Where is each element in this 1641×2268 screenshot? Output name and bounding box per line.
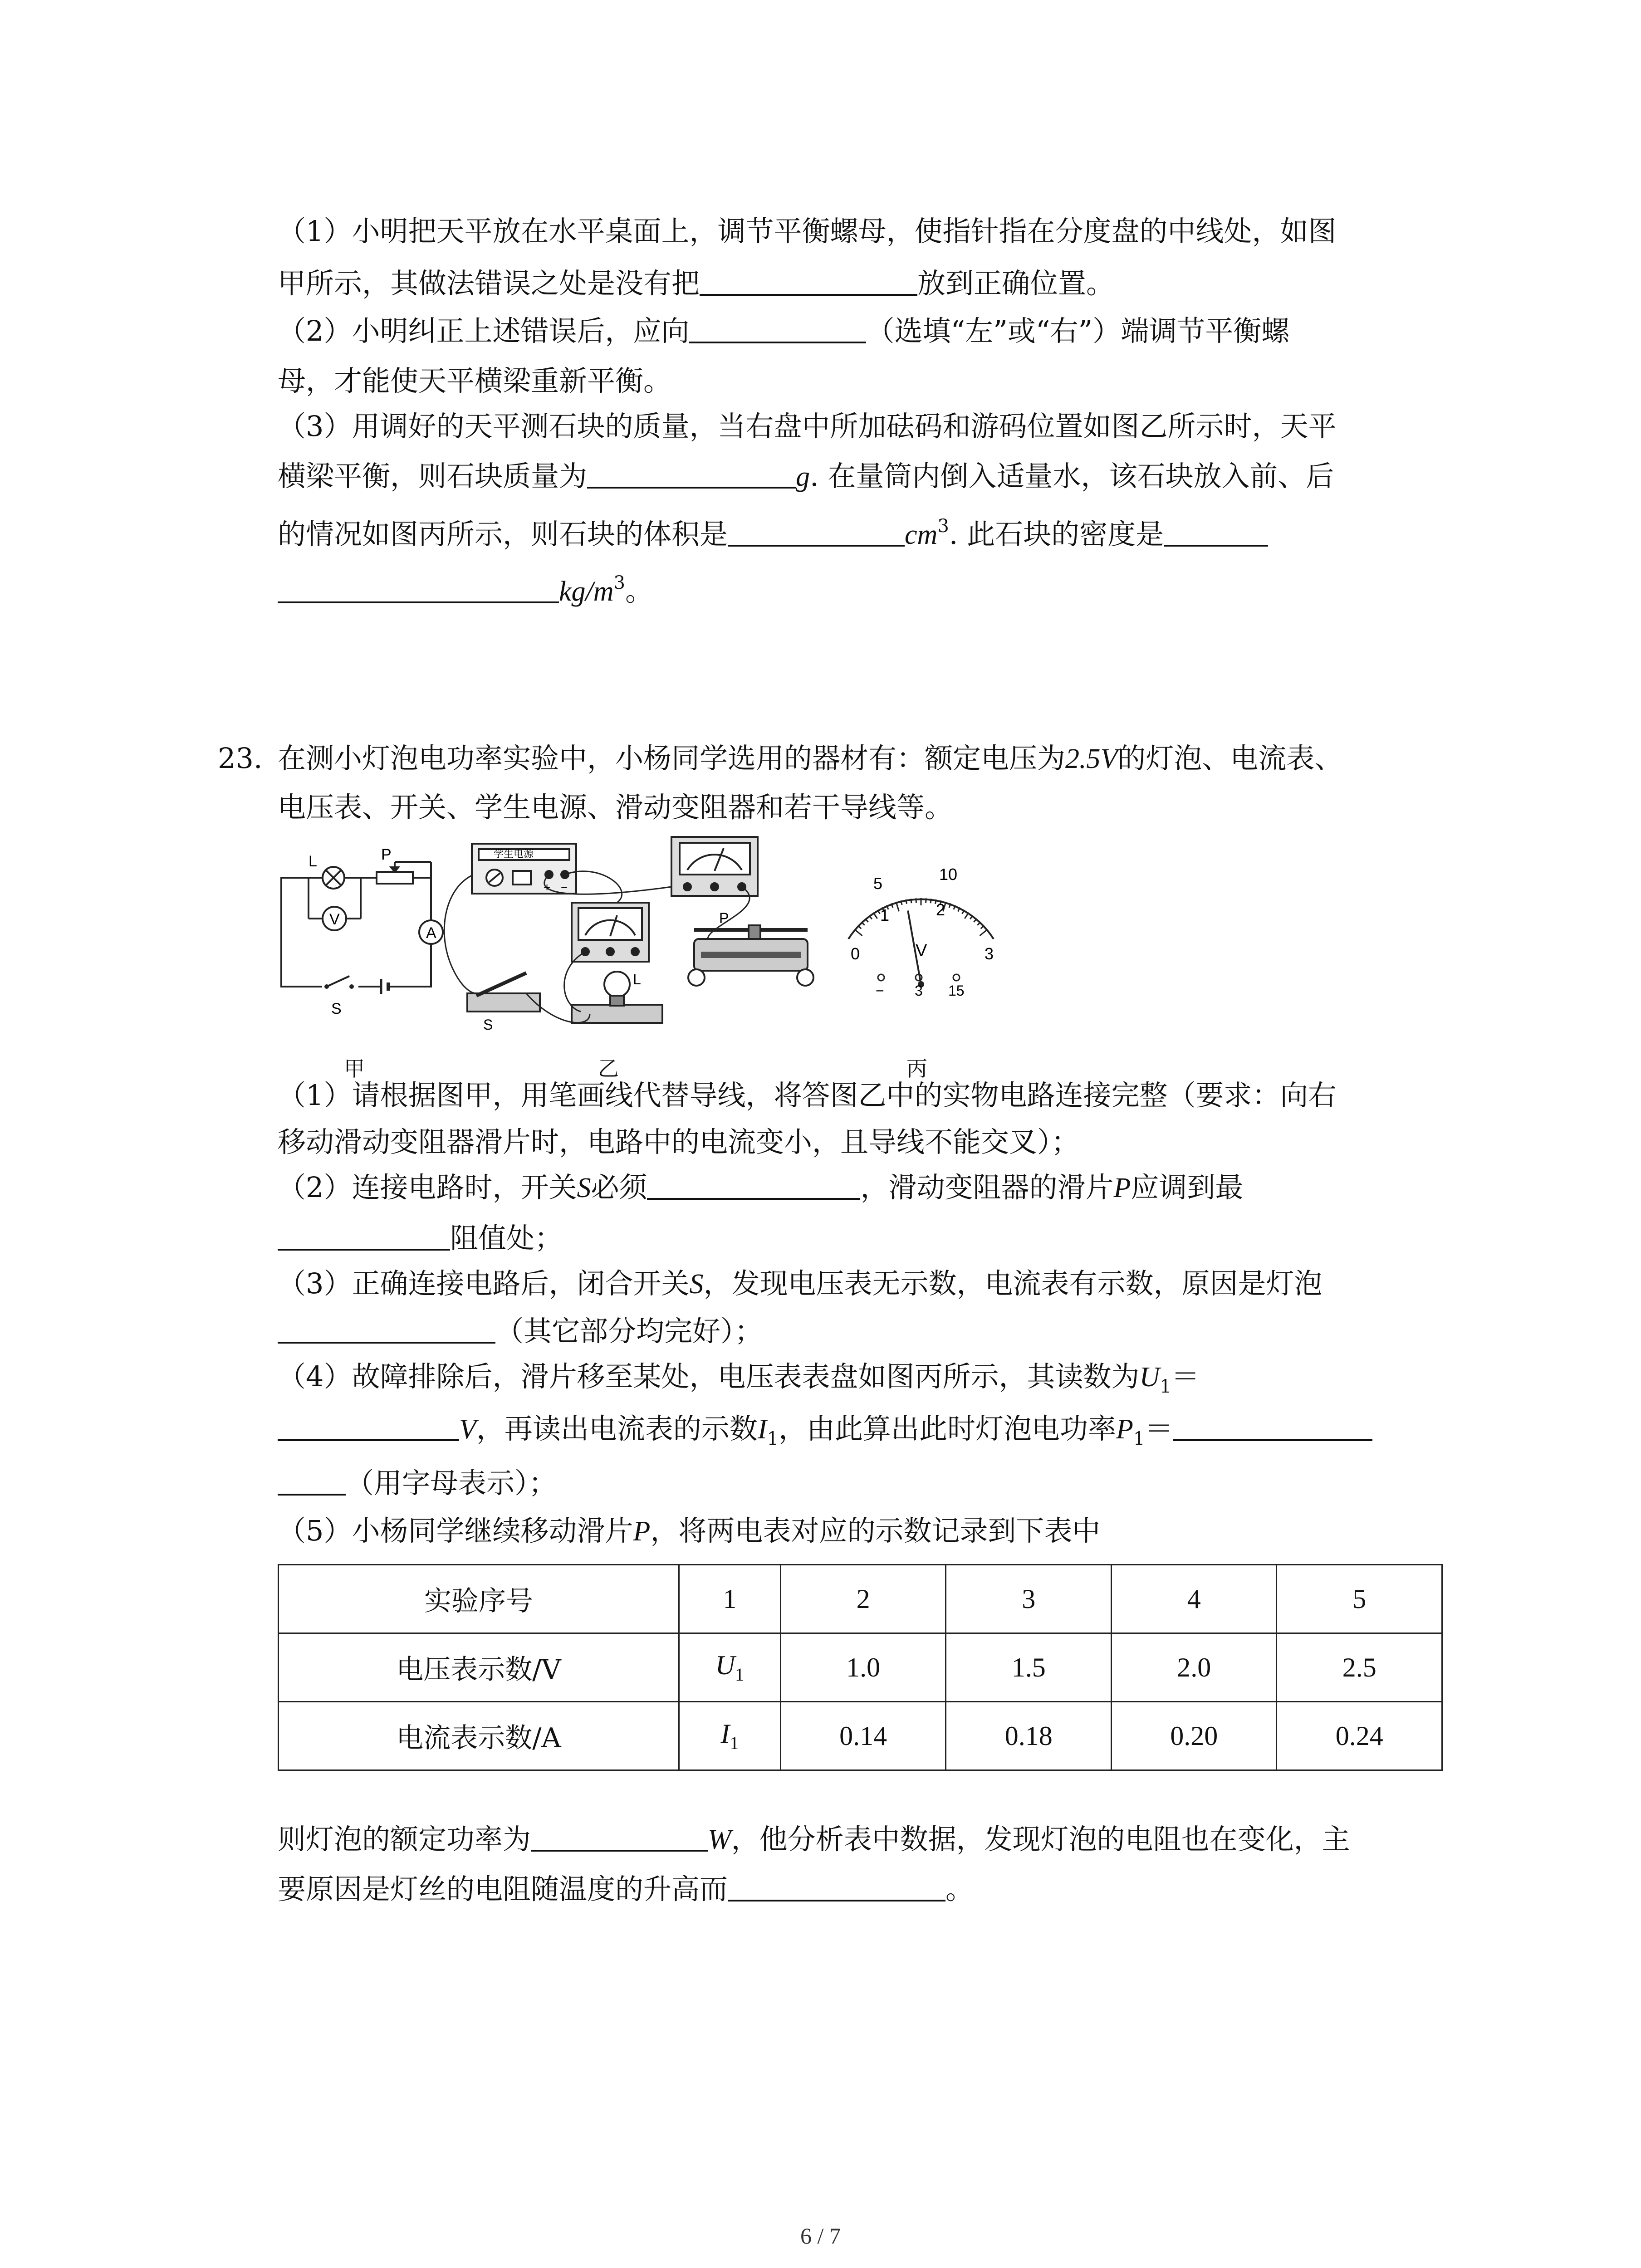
table-cell: 2.5 (1277, 1633, 1442, 1702)
figure-label-jia: 甲 (344, 1056, 365, 1081)
page-number: 6 / 7 (800, 2223, 841, 2248)
table-cell: 2.0 (1111, 1633, 1277, 1702)
q23-part4-line2: V，再读出电流表的示数$I_1$，由此算出此时灯泡电功率$P_1=$ (278, 1411, 1372, 1457)
table-cell: 2 (780, 1565, 946, 1633)
q22-part1-line2: 甲所示，其做法错误之处是没有把 放到正确位置。 (278, 267, 1115, 300)
q23-part4-line1: （4）故障排除后，滑片移至某处，电压表表盘如图丙所示，其读数为$U_1=$ (278, 1360, 1200, 1397)
answer-blank[interactable] (587, 459, 796, 489)
table-cell: 0.20 (1111, 1702, 1277, 1770)
dial-outer-tick-10: 10 (939, 865, 958, 884)
q23-intro-line1: 在测小灯泡电功率实验中，小杨同学选用的器材有：额定电压为2.5V的灯泡、电流表、 (278, 742, 1343, 775)
rheostat-symbol (377, 872, 413, 884)
q23-intro-line2: 电压表、开关、学生电源、滑动变阻器和若干导线等。 (278, 791, 953, 824)
answer-blank[interactable] (700, 267, 917, 296)
table-cell: 0.24 (1277, 1702, 1442, 1770)
table-cell: 1.5 (946, 1633, 1112, 1702)
q23-part1-line2: 移动滑动变阻器滑片时，电路中的电流变小，且导线不能交叉）； (278, 1125, 1080, 1158)
answer-blank[interactable] (728, 518, 905, 547)
dial-inner-tick-2: 2 (936, 900, 945, 919)
table-row (279, 1565, 1442, 1633)
q22-part2-line2: 母，才能使天平横梁重新平衡。 (278, 364, 672, 397)
dial-inner-tick-0: 0 (851, 944, 860, 963)
dial-tick (906, 899, 907, 904)
apparatus-illustration (444, 837, 813, 1023)
figure-group (272, 835, 1043, 1048)
table-row (279, 1633, 1442, 1702)
table-cell: 5 (1277, 1565, 1442, 1633)
lamp-L-label: L (633, 971, 641, 987)
table-cell: $U_1$ (679, 1633, 781, 1702)
q23-final-line1: 则灯泡的额定功率为 W，他分析表中数据，发现灯泡的电阻也在变化，主 (278, 1823, 1350, 1856)
table-cell: 3 (946, 1565, 1112, 1633)
label-V: V (329, 911, 340, 928)
dial-outer-tick-5: 5 (873, 874, 883, 893)
answer-blank[interactable] (278, 1412, 459, 1441)
table-cell: 1.0 (780, 1633, 946, 1702)
dial-unit: V (916, 941, 927, 960)
q22-part1-line1: （1）小明把天平放在水平桌面上，调节平衡螺母，使指针指在分度盘的中线处，如图 (278, 215, 1337, 248)
table-cell: 0.18 (946, 1702, 1112, 1770)
q23-part5-line1: （5）小杨同学继续移动滑片P，将两电表对应的示数记录到下表中 (278, 1514, 1101, 1547)
figure-label-yi: 乙 (598, 1056, 619, 1081)
dial-tick (873, 913, 877, 919)
q23-part1-line1: （1）请根据图甲，用笔画线代替导线，将答图乙中的实物电路连接完整（要求：向右 (278, 1079, 1337, 1112)
dial-inner-tick-3: 3 (985, 944, 994, 963)
answer-blank[interactable] (1164, 518, 1268, 547)
dial-inner-tick-1: 1 (880, 906, 890, 924)
table-cell: 4 (1111, 1565, 1277, 1633)
label-L: L (309, 853, 317, 870)
answer-blank[interactable] (278, 574, 559, 603)
answer-blank[interactable] (647, 1171, 860, 1200)
answer-blank[interactable] (531, 1823, 708, 1852)
q23-part3-line2: （其它部分均完好）； (278, 1313, 763, 1349)
label-A: A (426, 924, 436, 942)
table-cell: 电压表示数/V (279, 1633, 679, 1702)
data-table (278, 1564, 1443, 1771)
lamp-device (572, 1005, 662, 1023)
q22-part3-line1: （3）用调好的天平测石块的质量，当右盘中所加砝码和游码位置如图乙所示时，天平 (278, 410, 1337, 443)
table-row (279, 1702, 1442, 1770)
rheostat-P-label: P (719, 910, 729, 926)
answer-blank[interactable] (1173, 1412, 1372, 1441)
q22-part3-line4: $kg/m^3$。 (278, 565, 653, 610)
question-number: 23. (218, 742, 263, 775)
supply-label: 学生电源 (494, 848, 534, 860)
q22-part2-line1: （2）小明纠正上述错误后，应向 （选填“左”或“右”）端调节平衡螺 (278, 314, 1290, 347)
answer-blank[interactable] (689, 314, 866, 343)
table-cell: $I_1$ (679, 1702, 781, 1770)
answer-blank[interactable] (278, 1315, 495, 1344)
q22-part3-line3: 的情况如图丙所示，则石块的体积是 $cm^3$. 此石块的密度是 (278, 508, 1268, 553)
q23-part3-line1: （3）正确连接电路后，闭合开关S，发现电压表无示数，电流表有示数，原因是灯泡 (278, 1267, 1323, 1300)
label-P: P (381, 846, 392, 863)
dial-tick (965, 913, 969, 919)
answer-blank[interactable] (278, 1466, 346, 1496)
q23-part2-line1: （2）连接电路时，开关S必须 ，滑动变阻器的滑片P应调到最 (278, 1171, 1244, 1204)
q23-part4-line3: （用字母表示）； (278, 1465, 557, 1501)
dial-tick (980, 929, 987, 936)
terminal-3: 3 (915, 982, 923, 999)
answer-blank[interactable] (278, 1222, 450, 1251)
q23-final-line2: 要原因是灯丝的电阻随温度的升高而 。 (278, 1872, 974, 1906)
switch-S-label: S (483, 1017, 493, 1033)
dial-tick (855, 929, 862, 936)
circuit-diagram (281, 862, 443, 994)
supply-plus-label: + (544, 880, 551, 894)
table-cell: 0.14 (780, 1702, 946, 1770)
answer-blank[interactable] (728, 1872, 945, 1901)
q23-part2-line2: 阻值处； (278, 1220, 563, 1256)
table-cell: 电流表示数/A (279, 1702, 679, 1770)
table-cell: 1 (679, 1565, 781, 1633)
supply-minus-label: − (561, 880, 568, 894)
figure-label-bing: 丙 (906, 1056, 927, 1081)
q22-part3-line2: 横梁平衡，则石块质量为 g. 在量筒内倒入适量水，该石块放入前、后 (278, 459, 1334, 493)
label-S: S (331, 1000, 342, 1017)
table-cell: 实验序号 (279, 1565, 679, 1633)
terminal-minus: − (876, 982, 884, 999)
terminal-15: 15 (948, 982, 965, 999)
